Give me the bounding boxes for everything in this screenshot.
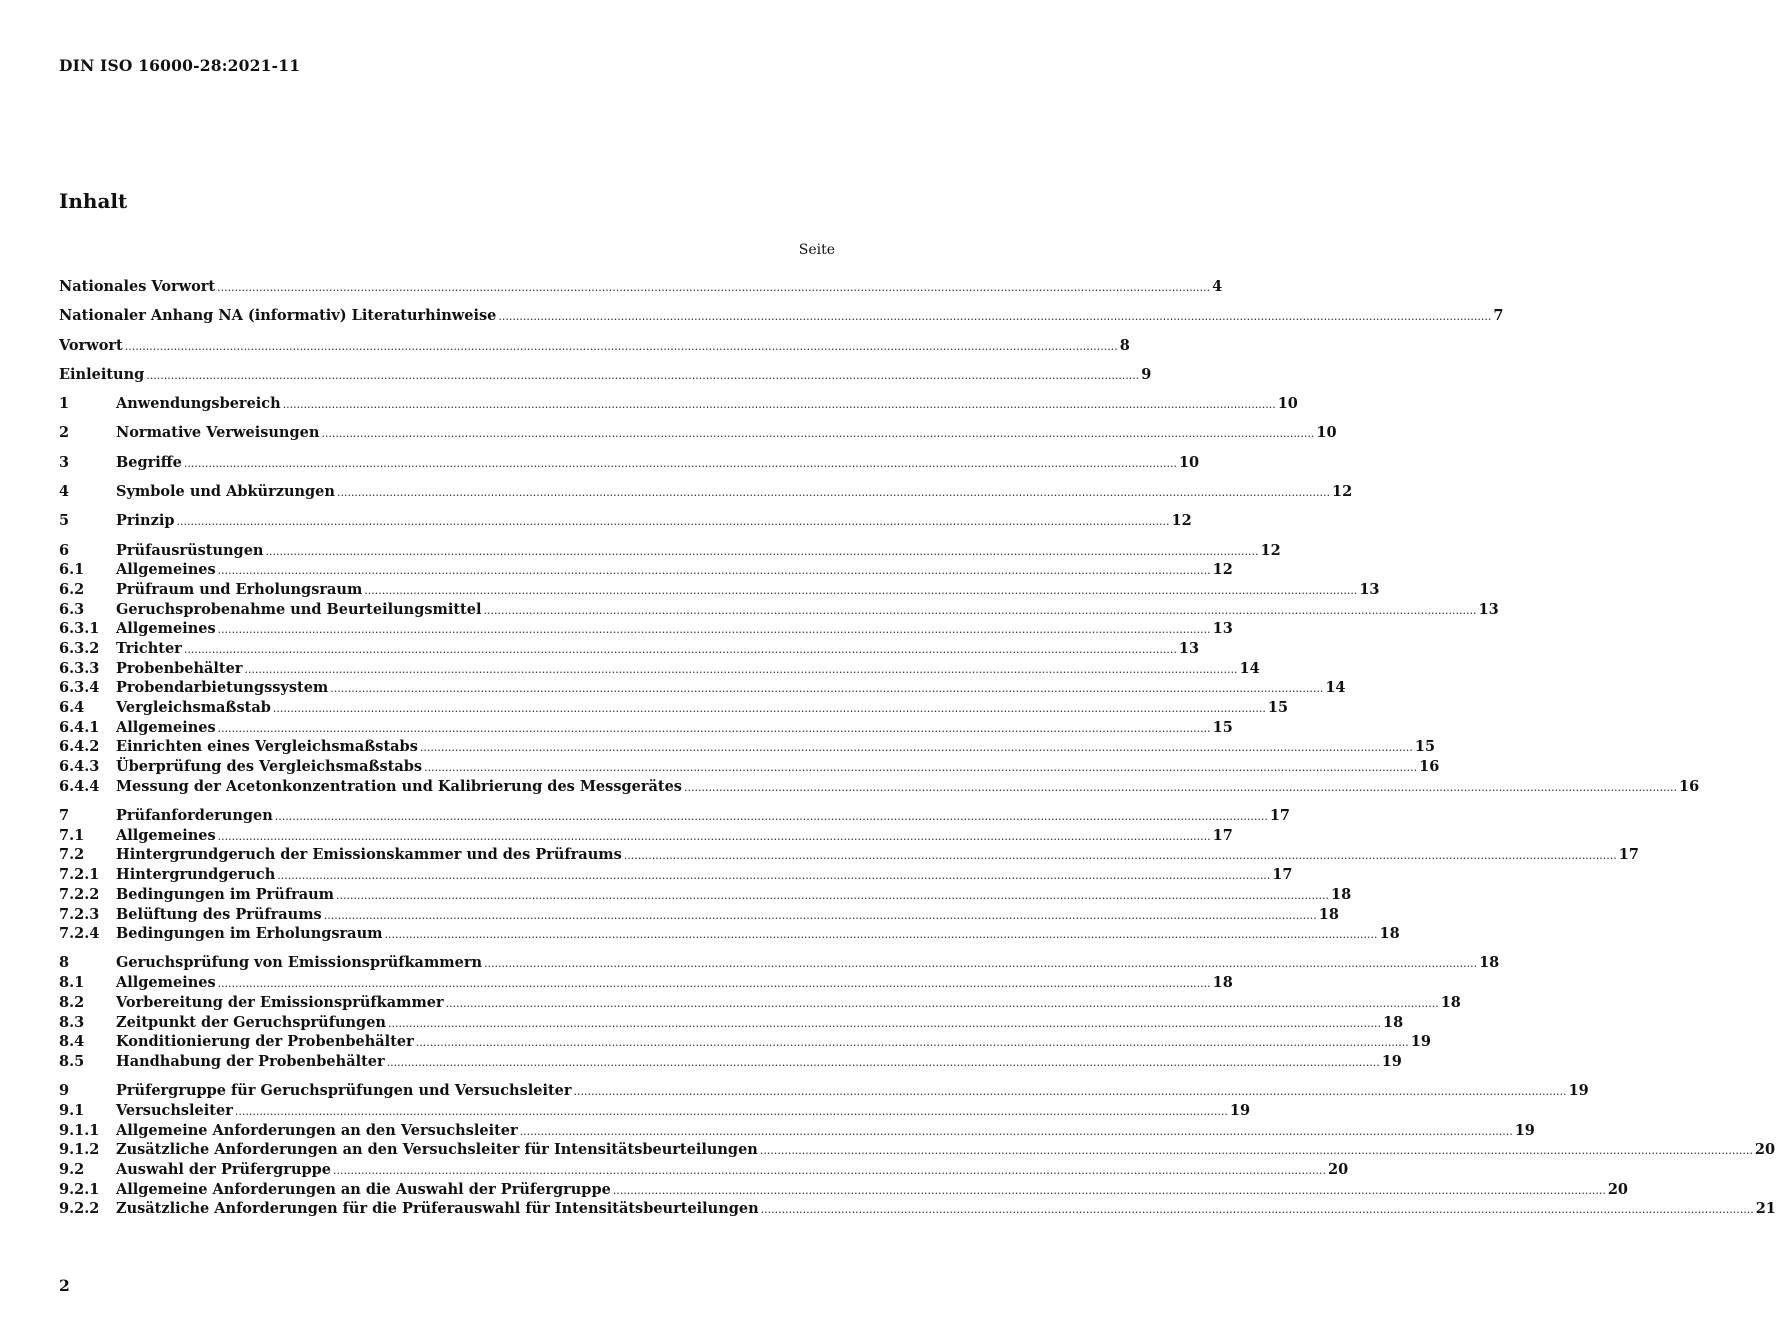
toc-leader-dots xyxy=(277,866,1270,886)
toc-leader-dots xyxy=(275,807,1268,827)
toc-entry-number: 6.1 xyxy=(59,561,85,579)
toc-entry[interactable] xyxy=(59,1101,1251,1121)
toc-leader-dots xyxy=(218,827,1211,847)
toc-entry-number: 1 xyxy=(59,395,70,413)
toc-entry-number: 9.2.2 xyxy=(59,1200,100,1218)
toc-entry-label: Trichter xyxy=(116,639,182,657)
toc-entry-number: 6.3.3 xyxy=(59,659,100,677)
toc-entry-number: 6.4.1 xyxy=(59,718,100,736)
toc-entry[interactable] xyxy=(59,1013,1404,1033)
toc-entry[interactable] xyxy=(59,1199,1776,1219)
toc-entry[interactable] xyxy=(59,678,1346,698)
toc-entry-page: 19 xyxy=(1514,1121,1535,1139)
toc-entry-page: 13 xyxy=(1212,620,1233,638)
toc-entry[interactable] xyxy=(59,511,1192,531)
toc-entry[interactable] xyxy=(59,639,1200,659)
page-title: Inhalt xyxy=(59,189,128,213)
toc-entry-page: 19 xyxy=(1381,1052,1402,1070)
toc-entry[interactable] xyxy=(59,865,1293,885)
toc-entry-page: 20 xyxy=(1328,1160,1349,1178)
toc-entry-label: Zusätzliche Anforderungen an den Versuchsleiter für Intensitätsbeurteilungen xyxy=(116,1141,758,1159)
toc-entry-page: 19 xyxy=(1410,1033,1431,1051)
toc-entry-label: Handhabung der Probenbehälter xyxy=(116,1052,385,1070)
toc-entry-page: 13 xyxy=(1359,580,1380,598)
toc-entry[interactable] xyxy=(59,905,1339,925)
toc-entry-label: Prüfausrüstungen xyxy=(116,541,264,559)
toc-entry-label: Symbole und Abkürzungen xyxy=(116,482,335,500)
toc-entry-label: Zusätzliche Anforderungen für die Prüferauswahl für Intensitätsbeurteilungen xyxy=(116,1200,759,1218)
toc-leader-dots xyxy=(217,278,1210,298)
toc-entry-number: 9.2 xyxy=(59,1160,85,1178)
toc-entry-number: 6.4.2 xyxy=(59,738,100,756)
toc-entry-label: Nationales Vorwort xyxy=(59,278,216,295)
toc-entry-label: Geruchsprobenahme und Beurteilungsmittel xyxy=(116,600,482,618)
toc-entry-page: 18 xyxy=(1479,954,1500,972)
toc-entry-label: Messung der Acetonkonzentration und Kalibrierung des Messgerätes xyxy=(116,777,682,795)
toc-entry-page: 10 xyxy=(1277,395,1298,413)
toc-entry-number: 6.3.2 xyxy=(59,639,100,657)
toc-leader-dots xyxy=(484,954,1477,974)
toc-entry-page: 18 xyxy=(1383,1013,1404,1031)
toc-entry[interactable] xyxy=(59,600,1499,620)
toc-leader-dots xyxy=(146,366,1139,386)
toc-entry-page: 19 xyxy=(1568,1082,1589,1100)
toc-entry-number: 9.1.2 xyxy=(59,1141,100,1159)
toc-entry[interactable] xyxy=(59,453,1200,473)
toc-entry-number: 6.3.1 xyxy=(59,620,100,638)
toc-entry-label: Begriffe xyxy=(116,453,182,471)
toc-entry-label: Prüfraum und Erholungsraum xyxy=(116,580,363,598)
toc-entry[interactable] xyxy=(59,885,1352,905)
toc-entry-page: 18 xyxy=(1212,974,1233,992)
toc-entry[interactable] xyxy=(59,423,1337,443)
toc-entry-label: Hintergrundgeruch der Emissionskammer und des Prüfraums xyxy=(116,846,622,864)
toc-entry-page: 18 xyxy=(1331,885,1352,903)
toc-entry-page: 12 xyxy=(1331,482,1353,500)
toc-entry-page: 12 xyxy=(1171,512,1192,530)
toc-entry-number: 3 xyxy=(59,453,70,471)
toc-entry[interactable] xyxy=(59,659,1260,679)
toc-leader-dots xyxy=(364,581,1357,601)
page-number: 2 xyxy=(59,1276,70,1295)
toc-entry[interactable] xyxy=(59,560,1233,580)
toc-entry[interactable] xyxy=(59,845,1639,865)
toc-entry[interactable] xyxy=(59,580,1380,600)
toc-leader-dots xyxy=(218,974,1211,994)
toc-entry[interactable] xyxy=(59,306,1504,326)
toc-leader-dots xyxy=(388,1014,1381,1034)
toc-entry-label: Konditionierung der Probenbehälter xyxy=(116,1033,414,1051)
toc-entry-label: Allgemeines xyxy=(116,620,216,638)
toc-entry-label: Prüfergruppe für Geruchsprüfungen und Versuchsleiter xyxy=(116,1082,572,1100)
toc-entry[interactable] xyxy=(59,698,1289,718)
toc-entry-number: 6.3 xyxy=(59,600,85,618)
toc-entry-label: Einrichten eines Vergleichsmaßstabs xyxy=(116,738,418,756)
toc-leader-dots xyxy=(337,483,1330,503)
toc-entry[interactable] xyxy=(59,277,1223,297)
toc-leader-dots xyxy=(483,601,1476,621)
toc-leader-dots xyxy=(184,640,1177,660)
toc-entry[interactable] xyxy=(59,757,1440,777)
toc-leader-dots xyxy=(333,1161,1326,1181)
toc-leader-dots xyxy=(424,758,1417,778)
toc-entry[interactable] xyxy=(59,826,1233,846)
toc-entry-number: 6.4 xyxy=(59,699,85,717)
toc-leader-dots xyxy=(387,1053,1380,1073)
toc-entry-label: Geruchsprüfung von Emissionsprüfkammern xyxy=(116,954,483,972)
toc-entry-label: Nationaler Anhang NA (informativ) Literaturhinweise xyxy=(59,307,497,325)
toc-leader-dots xyxy=(624,846,1617,866)
toc-entry-label: Allgemeines xyxy=(116,826,216,844)
toc-entry-page: 12 xyxy=(1260,541,1281,559)
toc-entry[interactable] xyxy=(59,1032,1431,1052)
toc-leader-dots xyxy=(125,337,1118,357)
toc-entry-label: Anwendungsbereich xyxy=(116,395,281,413)
toc-entry-label: Einleitung xyxy=(59,365,145,383)
toc-entry-page: 10 xyxy=(1178,453,1200,471)
toc-entry-number: 8.5 xyxy=(59,1052,85,1070)
toc-entry-page: 15 xyxy=(1267,699,1289,717)
toc-leader-dots xyxy=(574,1082,1567,1102)
toc-entry[interactable] xyxy=(59,482,1353,502)
toc-entry[interactable] xyxy=(59,1081,1589,1101)
toc-entry-number: 8.1 xyxy=(59,974,85,992)
toc-entry-label: Bedingungen im Prüfraum xyxy=(116,885,334,903)
toc-entry-page: 15 xyxy=(1414,738,1436,756)
toc-leader-dots xyxy=(245,660,1238,680)
toc-entry-number: 8.2 xyxy=(59,993,85,1011)
toc-entry-label: Vorwort xyxy=(59,336,123,354)
toc-entry-page: 10 xyxy=(1316,424,1337,442)
toc-leader-dots xyxy=(330,679,1323,699)
toc-leader-dots xyxy=(321,424,1314,444)
toc-leader-dots xyxy=(283,395,1276,415)
toc-entry[interactable] xyxy=(59,806,1291,826)
toc-leader-dots xyxy=(416,1033,1409,1053)
toc-entry-page: 19 xyxy=(1229,1101,1251,1119)
toc-entry-page: 7 xyxy=(1493,307,1504,325)
toc-entry[interactable] xyxy=(59,993,1461,1013)
toc-entry[interactable] xyxy=(59,924,1400,944)
toc-entry[interactable] xyxy=(59,1140,1776,1160)
toc-entry-page: 16 xyxy=(1419,758,1440,776)
toc-entry-page: 21 xyxy=(1755,1200,1776,1218)
toc-entry-label: Vorbereitung der Emissionsprüfkammer xyxy=(116,993,444,1011)
toc-entry[interactable] xyxy=(59,777,1700,797)
toc-leader-dots xyxy=(176,512,1169,532)
toc-entry[interactable] xyxy=(59,336,1130,356)
toc-entry-number: 5 xyxy=(59,512,70,530)
page-column-label: Seite xyxy=(798,242,835,258)
toc-entry-page: 4 xyxy=(1212,278,1223,295)
toc-entry-page: 8 xyxy=(1119,336,1130,354)
toc-leader-dots xyxy=(324,906,1317,926)
toc-entry-page: 14 xyxy=(1325,679,1346,697)
toc-entry-label: Allgemeines xyxy=(116,718,216,736)
toc-entry-label: Zeitpunkt der Geruchsprüfungen xyxy=(116,1013,386,1031)
toc-entry-number: 7.1 xyxy=(59,826,85,844)
document-id-header: DIN ISO 16000-28:2021-11 xyxy=(59,56,301,75)
toc-entry[interactable] xyxy=(59,718,1233,738)
toc-leader-dots xyxy=(218,620,1211,640)
toc-entry-page: 17 xyxy=(1272,866,1293,884)
toc-entry-page: 13 xyxy=(1478,600,1499,618)
toc-entry-number: 7.2.3 xyxy=(59,905,100,923)
toc-entry-label: Normative Verweisungen xyxy=(116,424,320,442)
toc-entry-label: Versuchsleiter xyxy=(116,1101,233,1119)
toc-leader-dots xyxy=(184,454,1177,474)
toc-leader-dots xyxy=(420,738,1413,758)
toc-entry-number: 8.3 xyxy=(59,1013,85,1031)
toc-entry[interactable] xyxy=(59,1180,1629,1200)
toc-entry-label: Allgemeine Anforderungen an den Versuchsleiter xyxy=(116,1121,518,1139)
toc-leader-dots xyxy=(235,1102,1228,1122)
toc-entry-label: Überprüfung des Vergleichsmaßstabs xyxy=(116,758,423,776)
toc-leader-dots xyxy=(336,886,1329,906)
toc-leader-dots xyxy=(218,719,1211,739)
toc-entry[interactable] xyxy=(59,953,1500,973)
toc-leader-dots xyxy=(265,542,1258,562)
toc-entry-number: 7 xyxy=(59,807,70,825)
toc-entry-page: 15 xyxy=(1212,718,1233,736)
toc-entry-page: 12 xyxy=(1212,561,1233,579)
toc-entry-number: 9.1 xyxy=(59,1101,85,1119)
toc-entry-page: 18 xyxy=(1440,993,1461,1011)
toc-entry-page: 18 xyxy=(1379,925,1400,943)
toc-entry-number: 6 xyxy=(59,541,70,559)
toc-entry-label: Allgemeines xyxy=(116,561,216,579)
toc-leader-dots xyxy=(613,1181,1606,1201)
toc-entry-number: 6.3.4 xyxy=(59,679,100,697)
toc-entry[interactable] xyxy=(59,1052,1402,1072)
toc-entry-page: 14 xyxy=(1239,659,1260,677)
toc-entry-label: Auswahl der Prüfergruppe xyxy=(116,1160,331,1178)
toc-leader-dots xyxy=(446,994,1439,1014)
toc-entry-number: 8 xyxy=(59,954,70,972)
toc-leader-dots xyxy=(684,778,1677,798)
toc-entry-page: 20 xyxy=(1607,1180,1629,1198)
toc-entry-page: 16 xyxy=(1679,777,1700,795)
toc-entry-number: 7.2.4 xyxy=(59,925,100,943)
toc-entry[interactable] xyxy=(59,1160,1349,1180)
toc-entry[interactable] xyxy=(59,365,1152,385)
toc-entry-number: 6.4.4 xyxy=(59,777,100,795)
toc-entry-page: 18 xyxy=(1318,905,1339,923)
toc-entry-number: 8.4 xyxy=(59,1033,85,1051)
toc-entry-number: 7.2.1 xyxy=(59,866,100,884)
toc-entry-label: Probendarbietungssystem xyxy=(116,679,329,697)
toc-entry-number: 9.1.1 xyxy=(59,1121,100,1139)
toc-entry[interactable] xyxy=(59,541,1281,561)
toc-leader-dots xyxy=(761,1200,1754,1220)
toc-entry[interactable] xyxy=(59,1121,1535,1141)
toc-entry[interactable] xyxy=(59,619,1233,639)
toc-entry-page: 17 xyxy=(1269,807,1291,825)
toc-entry-page: 13 xyxy=(1178,639,1200,657)
toc-entry-label: Allgemeine Anforderungen an die Auswahl der Prüfergruppe xyxy=(116,1180,611,1198)
toc-entry-label: Allgemeines xyxy=(116,974,216,992)
toc-entry-label: Prinzip xyxy=(116,512,175,530)
toc-entry-number: 9 xyxy=(59,1082,70,1100)
toc-entry-number: 9.2.1 xyxy=(59,1180,100,1198)
toc-entry-label: Vergleichsmaßstab xyxy=(116,699,271,717)
toc-entry[interactable] xyxy=(59,394,1298,414)
toc-entry-page: 9 xyxy=(1141,365,1152,383)
toc-entry-number: 6.2 xyxy=(59,580,85,598)
toc-entry-page: 17 xyxy=(1212,826,1233,844)
table-of-contents xyxy=(59,277,1776,1219)
toc-leader-dots xyxy=(498,307,1491,327)
toc-entry-number: 2 xyxy=(59,424,70,442)
toc-entry-number: 7.2 xyxy=(59,846,85,864)
toc-entry[interactable] xyxy=(59,973,1233,993)
toc-leader-dots xyxy=(520,1122,1513,1142)
toc-entry-page: 17 xyxy=(1618,846,1639,864)
toc-entry-label: Bedingungen im Erholungsraum xyxy=(116,925,383,943)
toc-leader-dots xyxy=(218,561,1211,581)
toc-entry-label: Probenbehälter xyxy=(116,659,243,677)
toc-entry-label: Prüfanforderungen xyxy=(116,807,273,825)
toc-entry-label: Belüftung des Prüfraums xyxy=(116,905,322,923)
toc-entry-page: 20 xyxy=(1754,1141,1776,1159)
toc-leader-dots xyxy=(760,1141,1753,1161)
toc-entry[interactable] xyxy=(59,737,1436,757)
toc-entry-label: Hintergrundgeruch xyxy=(116,866,276,884)
toc-entry-number: 6.4.3 xyxy=(59,758,100,776)
toc-leader-dots xyxy=(273,699,1266,719)
toc-leader-dots xyxy=(384,925,1377,945)
toc-entry-number: 4 xyxy=(59,482,70,500)
toc-entry-number: 7.2.2 xyxy=(59,885,100,903)
